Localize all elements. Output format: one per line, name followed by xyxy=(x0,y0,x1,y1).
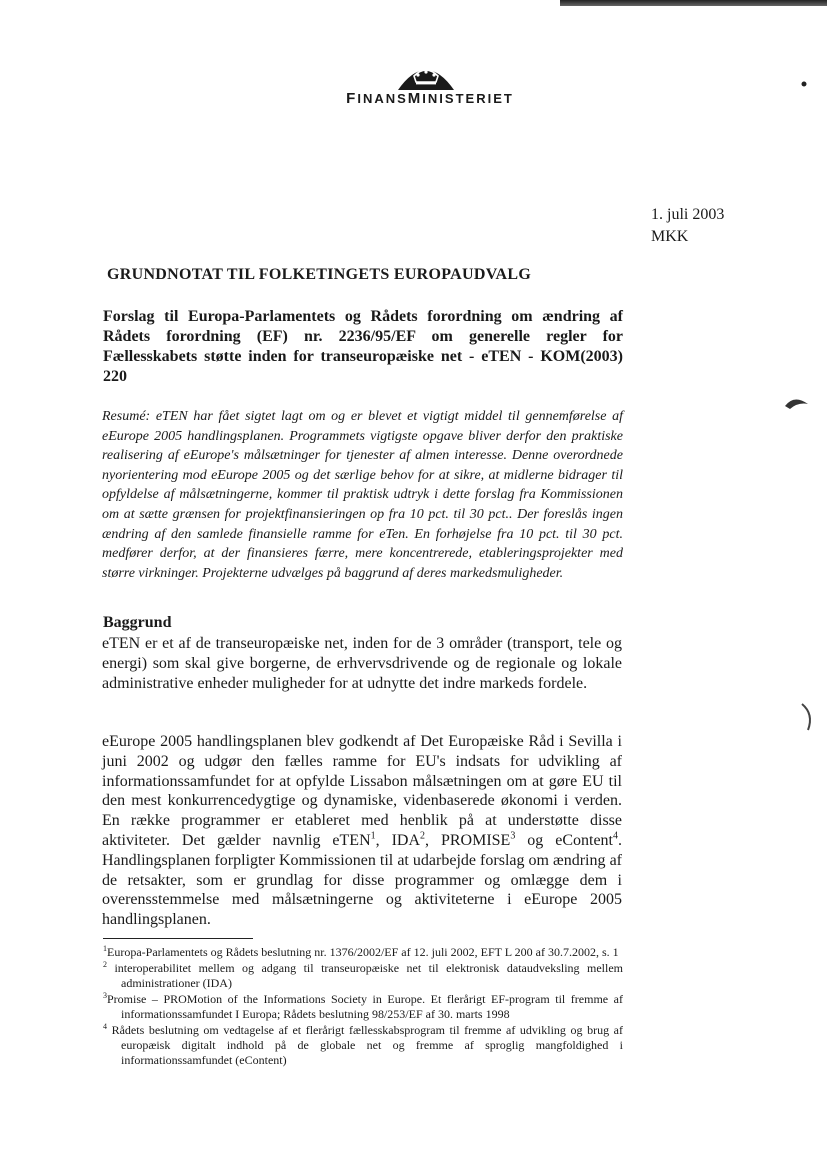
footnote-item: $^4$ Rådets beslutning om vedtagelse af et flerårigt fællesskabsprogram til fremme af udvikling og brug af europæisk digitalt indhold på de globale net og fremme af sproglig mangfoldighed i informationssamfundet (eContent) xyxy=(103,1022,623,1067)
footnote-ref-3: 3 xyxy=(510,830,516,842)
footnote-divider xyxy=(103,938,253,939)
footnote-item: $^3$Promise – PROMotion of the Informations Society in Europe. Et flerårigt EF-program til fremme af informationssamfundet I Europa; Rådets beslutning 98/253/EF af 30. marts 1998 xyxy=(103,991,623,1021)
document-initials: MKK xyxy=(651,228,689,245)
section-heading: Baggrund xyxy=(103,614,172,631)
scan-dot xyxy=(800,80,808,88)
footnotes xyxy=(103,945,623,1069)
date-block xyxy=(651,204,724,248)
page-title: GRUNDNOTAT TIL FOLKETINGETS EUROPAUDVALG xyxy=(107,266,532,283)
footnote-ref-1: 1 xyxy=(370,830,376,842)
ministry-name: FINANSMINISTERIET xyxy=(346,90,514,107)
paragraph-1: eTEN er et af de transeuropæiske net, inden for de 3 områder (transport, tele og energi) som skal give borgerne, de erhvervsdrivende og de regionale og lokale administrative enheder muligheder for at udnytte det indre markeds fordele. xyxy=(102,635,622,693)
scan-edge xyxy=(560,0,827,6)
scan-smudge xyxy=(784,396,810,412)
document-date: 1. juli 2003 xyxy=(651,206,725,223)
footnote-item: $^1$Europa-Parlamentets og Rådets beslutning nr. 1376/2002/EF af 12. juli 2002, EFT L 200 af 30.7.2002, s. 1 xyxy=(103,944,619,959)
crown-logo xyxy=(396,56,456,90)
scan-mark xyxy=(800,700,816,736)
footnote-item: $^2$ interoperabilitet mellem og adgang til transeuropæiske net til elektronisk dataudveksling mellem administrationer (IDA) xyxy=(103,960,623,990)
proposal-title: Forslag til Europa-Parlamentets og Rådets forordning om ændring af Rådets forordning (EF) nr. 2236/95/EF om generelle regler for Fællesskabets støtte inden for transeuropæiske net - eTEN - KOM(2003) 220 xyxy=(103,308,623,385)
footnote-ref-2: 2 xyxy=(420,830,426,842)
footnote-ref-4: 4 xyxy=(613,830,618,842)
paragraph-2: eEurope 2005 handlingsplanen blev godkendt af Det Europæiske Råd i Sevilla i juni 2002 og udgør den fælles ramme for EU's indsats for udvikling af informationssamfundet for at opfylde Lissabon målsætningen om at gøre EU til den mest konkurrencedygtige og dynamiske, videnbaserede økonomi i verden. En række programmer er etableret med henblik på at understøtte disse aktiviteter. Det gælder navnlig eTEN$^1$, IDA$^2$, PROMISE$^3$ og eContent$^4$. Handlingsplanen forpligter Kommissionen til at udarbejde forslag om ændring af de retsakter, som er grundlag for disse programmer og omlægge dem i overensstemmelse med målsætningerne og aktiviteterne i eEurope 2005 handlingsplanen. xyxy=(102,733,622,929)
resume-text: Resumé: eTEN har fået sigtet lagt om og er blevet et vigtigt middel til gennemførelse af eEurope 2005 handlingsplanen. Programmets vigtigste opgave bliver derfor den praktiske realisering af eEurope's målsætninger for tjenester af almen interesse. Denne overordnede nyorientering mod eEurope 2005 og det særlige behov for at sikre, at midlerne bidrager til opfyldelse af målsætningerne, kommer til praktisk udtryk i dette forslag fra Kommissionen om at sætte grænsen for projektfinansieringen op fra 10 pct. til 30 pct.. Der foreslås ingen ændring af den samlede finansielle ramme for eTen. En forhøjelse fra 10 pct. til 30 pct. medfører derfor, at der finansieres færre, mere koncentrerede, etableringsprojekter med større virkninger. Projekterne udvælges på baggrund af deres markedsmuligheder. xyxy=(102,409,623,581)
